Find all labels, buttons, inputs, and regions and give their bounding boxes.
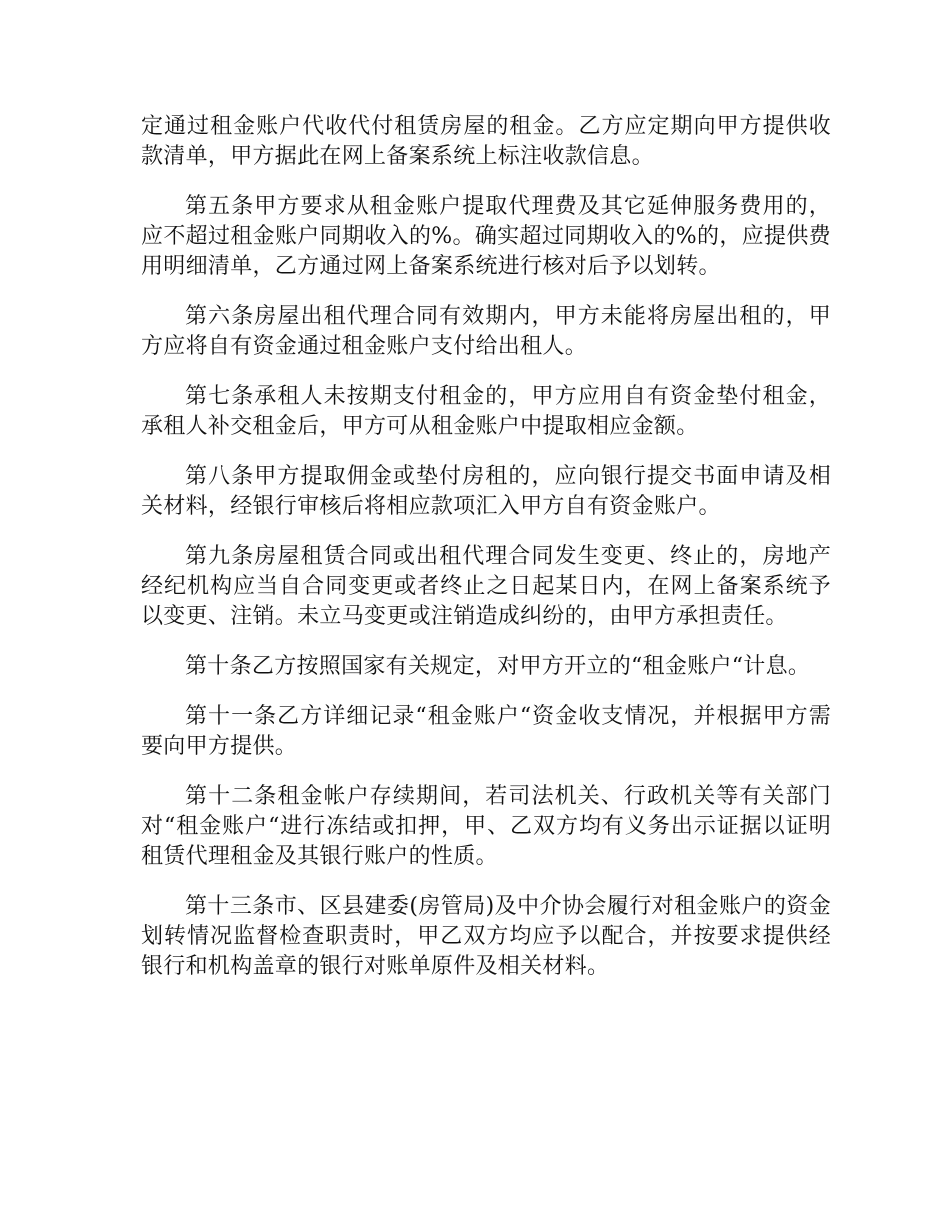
- document-page: [141, 112, 831, 1002]
- article-10: 第十条乙方按照国家有关规定，对甲方开立的“租金账户“计息。: [185, 654, 811, 679]
- article-5: 第五条甲方要求从租金账户提取代理费及其它延伸服务费用的，应不超过租金账户同期收入的%。确实超过同期收入的%的，应提供费用明细清单，乙方通过网上备案系统进行核对后予以划转。: [141, 194, 831, 279]
- article-6: 第六条房屋出租代理合同有效期内，甲方未能将房屋出租的，甲方应将自有资金通过租金账户支付给出租人。: [141, 304, 831, 359]
- article-7: 第七条承租人未按期支付租金的，甲方应用自有资金垫付租金，承租人补交租金后，甲方可从租金账户中提取相应金额。: [141, 384, 831, 439]
- article-8: 第八条甲方提取佣金或垫付房租的，应向银行提交书面申请及相关材料，经银行审核后将相应款项汇入甲方自有资金账户。: [141, 464, 831, 519]
- article-12: 第十二条租金帐户存续期间，若司法机关、行政机关等有关部门对“租金账户“进行冻结或扣押，甲、乙双方均有义务出示证据以证明租赁代理租金及其银行账户的性质。: [141, 784, 831, 869]
- article-13: 第十三条市、区县建委(房管局)及中介协会履行对租金账户的资金划转情况监督检查职责时，甲乙双方均应予以配合，并按要求提供经银行和机构盖章的银行对账单原件及相关材料。: [141, 894, 831, 979]
- article-11: 第十一条乙方详细记录“租金账户“资金收支情况，并根据甲方需要向甲方提供。: [141, 704, 831, 759]
- article-9: 第九条房屋租赁合同或出租代理合同发生变更、终止的，房地产经纪机构应当自合同变更或者终止之日起某日内，在网上备案系统予以变更、注销。未立马变更或注销造成纠纷的，由甲方承担责任。: [141, 544, 831, 629]
- paragraph-continuation: 定通过租金账户代收代付租赁房屋的租金。乙方应定期向甲方提供收款清单，甲方据此在网上备案系统上标注收款信息。: [141, 114, 831, 169]
